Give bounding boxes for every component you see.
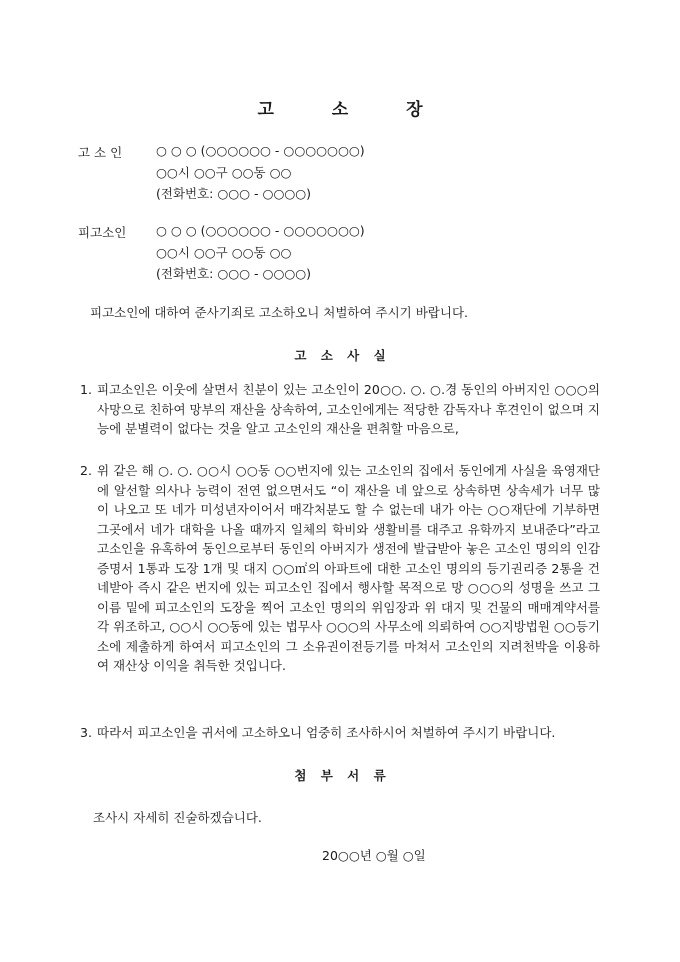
fact-number: 2. (80, 463, 92, 478)
complainant-label: 고 소 인 (78, 145, 123, 160)
complainant-name-line: ○ ○ ○ (○○○○○○ - ○○○○○○○) (156, 143, 365, 158)
complainant-address: ○○시 ○○구 ○○동 ○○ (156, 165, 292, 180)
fact-item-2 (80, 461, 600, 676)
document-title: 고 소 장 (257, 100, 449, 120)
fact-text: 위 같은 해 ○. ○. ○○시 ○○동 ○○번지에 있는 고소인의 집에서 동인에게 사실을 육영재단에 알선할 의사나 능력이 전연 없으면서도 “이 재산을 네 앞으로 상속하면 상속세가 너무 많이 나오고 또 네가 미성년자이어서 매각처분도 할 수 없는데 내가 아는 ○○재단에 기부하면 그곳에서 네가 대학을 나올 때까지 일체의 학비와 생활비를 대주고 유학까지 보내준다”라고 고소인을 유혹하여 동인으로부터 동인의 아버지가 생전에 발급받아 놓은 고소인 명의의 인감증명서 1통과 도장 1개 및 대지 ○○㎡의 아파트에 대한 고소인 명의의 등기권리증 2통을 건네받아 즉시 같은 번지에 있는 피고소인 집에서 행사할 목적으로 망 ○○○의 성명을 쓰고 그 이름 밑에 피고소인의 도장을 찍어 고소인 명의의 위임장과 위 대지 및 건물의 매매계약서를 각 위조하고, ○○시 ○○동에 있는 법무사 ○○○의 사무소에 의뢰하여 ○○지방법원 ○○등기소에 제출하게 하여서 피고소인의 그 소유권이전등기를 마쳐서 고소인의 지려천박을 이용하여 재산상 이익을 취득한 것입니다. (97, 463, 600, 673)
fact-text: 피고소인은 이웃에 살면서 친분이 있는 고소인이 20○○. ○. ○.경 동인의 아버지인 ○○○의 사망으로 친하여 망부의 재산을 상속하여, 고소인에게는 적당한 감독자나 후견인이 없으며 지능에 분별력이 없다는 것을 알고 고소인의 재산을 편취할 마음으로, (97, 382, 600, 436)
respondent-address: ○○시 ○○구 ○○동 ○○ (156, 245, 292, 260)
document-date: 20○○년 ○월 ○일 (322, 848, 426, 863)
facts-section-title: 고 소 사 실 (294, 348, 391, 363)
respondent-name-line: ○ ○ ○ (○○○○○○ - ○○○○○○○) (156, 223, 365, 238)
attachments-section-title: 첨 부 서 류 (294, 768, 391, 783)
fact-text: 따라서 피고소인을 귀서에 고소하오니 엄중히 조사하시어 처벌하여 주시기 바랍니다. (97, 725, 556, 740)
fact-item-3 (80, 723, 600, 743)
intro-paragraph: 피고소인에 대하여 준사기죄로 고소하오니 처벌하여 주시기 바랍니다. (90, 305, 468, 320)
respondent-phone: (전화번호: ○○○ - ○○○○) (156, 266, 312, 281)
fact-number: 1. (80, 382, 92, 397)
fact-item-1 (80, 380, 600, 439)
respondent-label: 피고소인 (78, 225, 127, 240)
closing-statement: 조사시 자세히 진술하겠습니다. (93, 810, 262, 825)
fact-number: 3. (80, 725, 92, 740)
complainant-phone: (전화번호: ○○○ - ○○○○) (156, 186, 312, 201)
